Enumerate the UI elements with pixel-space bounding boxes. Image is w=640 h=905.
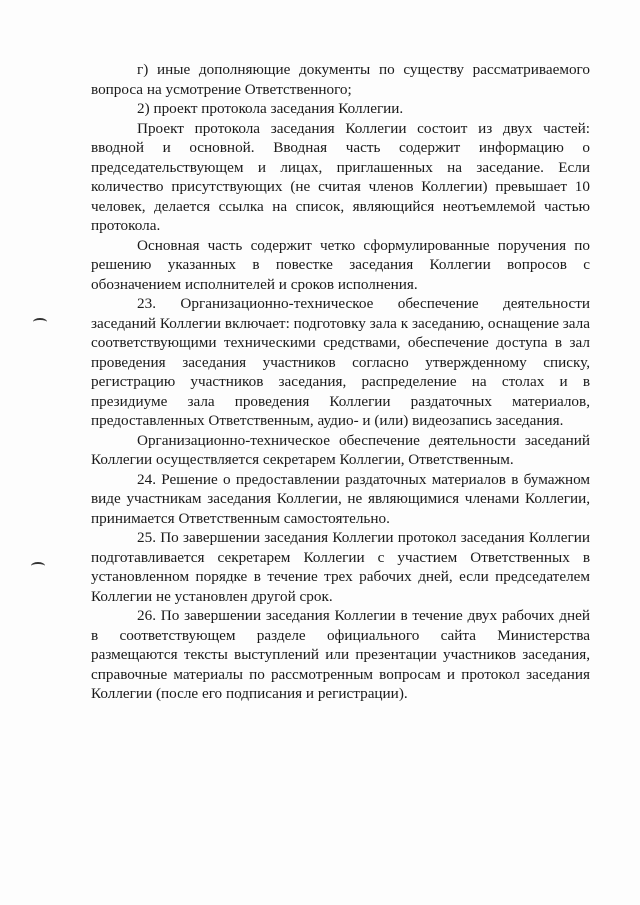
document-body	[91, 60, 590, 704]
margin-mark	[31, 562, 45, 570]
paragraph-protocol-structure: Проект протокола заседания Коллегии состоит из двух частей: вводной и основной. Вводная часть содержит информацию о председательствующем и лицах, приглашенных на заседание. Если количество присутствующих (не считая членов Коллегии) превышает 10 человек, делается ссылка на список, являющийся неотъемлемой частью протокола.	[91, 119, 590, 234]
paragraph-23: 23. Организационно-техническое обеспечение деятельности заседаний Коллегии включает: подготовку зала к заседанию, оснащение зала соответствующими техническими средствами, обеспечение доступа в зал проведения заседания участников согласно утвержденному списку, регистрацию участников заседания, распределение на столах и в президиуме зала проведения Коллегии раздаточных материалов, предоставленных Ответственным, аудио- и (или) видеозапись заседания.	[91, 295, 590, 429]
paragraph-23-secretary: Организационно-техническое обеспечение деятельности заседаний Коллегии осуществляется секретарем Коллегии, Ответственным.	[91, 431, 590, 468]
paragraph-item-2: 2) проект протокола заседания Коллегии.	[137, 100, 404, 117]
paragraph-25: 25. По завершении заседания Коллегии протокол заседания Коллегии подготавливается секретарем Коллегии с участием Ответственных в установленном порядке в течение трех рабочих дней, если председателем Коллегии не установлен другой срок.	[91, 529, 590, 605]
paragraph-26: 26. По завершении заседания Коллегии в течение двух рабочих дней в соответствующем разделе официального сайта Министерства размещаются тексты выступлений или презентации участников заседания, справочные материалы по рассмотренным вопросам и протокол заседания Коллегии (после его подписания и регистрации).	[91, 607, 590, 702]
paragraph-24: 24. Решение о предоставлении раздаточных материалов в бумажном виде участникам заседания Коллегии, не являющимися членами Коллегии, принимается Ответственным самостоятельно.	[91, 470, 590, 527]
paragraph-item-g: г) иные дополняющие документы по существу рассматриваемого вопроса на усмотрение Ответственного;	[91, 61, 590, 98]
margin-mark	[33, 318, 47, 326]
paragraph-main-part: Основная часть содержит четко сформулированные поручения по решению указанных в повестке заседания Коллегии вопросов с обозначением исполнителей и сроков исполнения.	[91, 236, 590, 293]
